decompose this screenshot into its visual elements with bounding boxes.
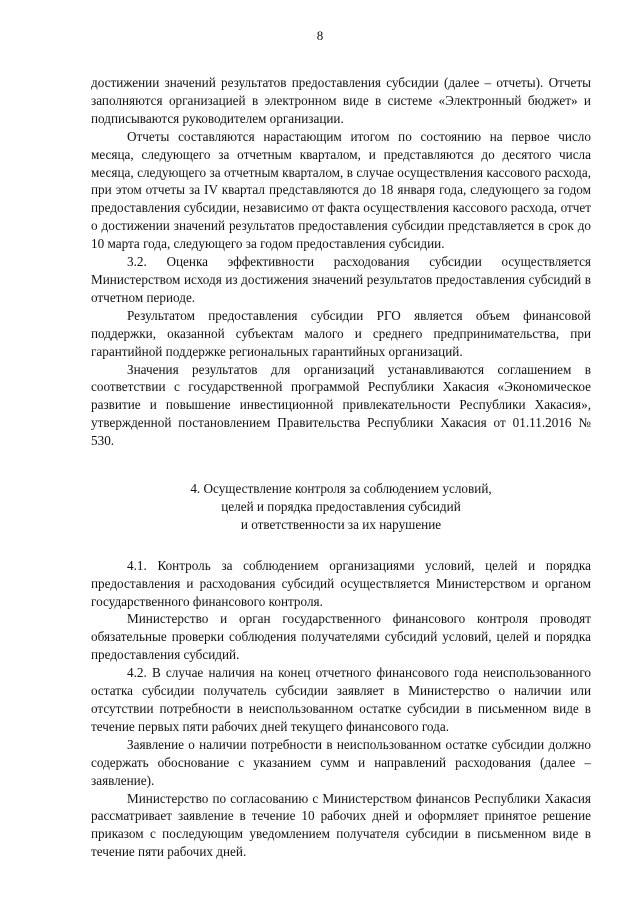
paragraph: Заявление о наличии потребности в неиспользованном остатке субсидии должно содержать обоснование с указанием сумм и направлений расходования (далее – заявление). — [91, 736, 591, 788]
paragraph: достижении значений результатов предоставления субсидии (далее – отчеты). Отчеты заполняются организацией в электронном виде в системе «Электронный бюджет» и подписываются руководителем организации. — [91, 75, 591, 126]
paragraph: Министерство и орган государственного финансового контроля проводят обязательные проверки соблюдения получателями субсидий условий, целей и порядка предоставления субсидий. — [91, 611, 591, 663]
paragraph: Отчеты составляются нарастающим итогом по состоянию на первое число месяца, следующего за отчетным кварталом, и представляются до десятого числа месяца, следующего за отчетным кварталом, в случае осуществления кассового расхода, при этом отчеты за IV квартал представляются до 18 января года, следующего за годом предоставления субсидии, независимо от факта осуществления кассового расхода, отчет о достижении значений результатов предоставления субсидии представляется в срок до 10 марта года, следующего за годом предоставления субсидии. — [91, 128, 591, 252]
paragraph: 4.1. Контроль за соблюдением организациями условий, целей и порядка предоставления и расходования субсидий осуществляется Министерством и органом государственного финансового контроля. — [91, 557, 591, 609]
paragraph: 4.2. В случае наличия на конец отчетного финансового года неиспользованного остатка субсидии получатель субсидии заявляет в Министерство о наличии или отсутствии потребности в неиспользованном остатке субсидии в письменном виде в течение первых пяти рабочих дней текущего финансового года. — [91, 665, 591, 734]
section-heading-line: и ответственности за их нарушение — [240, 516, 442, 532]
paragraph: Значения результатов для организаций устанавливаются соглашением в соответствии с государственной программой Республики Хакасия «Экономическое развитие и повышение инвестиционной привлекательности Республики Хакасия», утвержденной постановлением Правительства Республики Хакасия от 01.11.2016 № 530. — [91, 361, 591, 449]
section-heading — [91, 480, 591, 534]
paragraph: Результатом предоставления субсидии РГО является объем финансовой поддержки, оказанной субъектам малого и среднего предпринимательства, при гарантийной поддержке региональных гарантийных организаций. — [91, 307, 591, 359]
section-heading-line: целей и порядка предоставления субсидий — [221, 498, 461, 514]
section-heading-line: 4. Осуществление контроля за соблюдением условий, — [190, 481, 492, 497]
page-number: 8 — [316, 28, 324, 43]
paragraph: Министерство по согласованию с Министерством финансов Республики Хакасия рассматривает заявление в течение 10 рабочих дней и оформляет принятое решение приказом с последующим уведомлением получателя субсидии в письменном виде в течение пяти рабочих дней. — [91, 790, 591, 860]
paragraph: 3.2. Оценка эффективности расходования субсидии осуществляется Министерством исходя из достижения значений результатов предоставления субсидий в отчетном периоде. — [91, 254, 591, 305]
document-body — [91, 74, 591, 861]
